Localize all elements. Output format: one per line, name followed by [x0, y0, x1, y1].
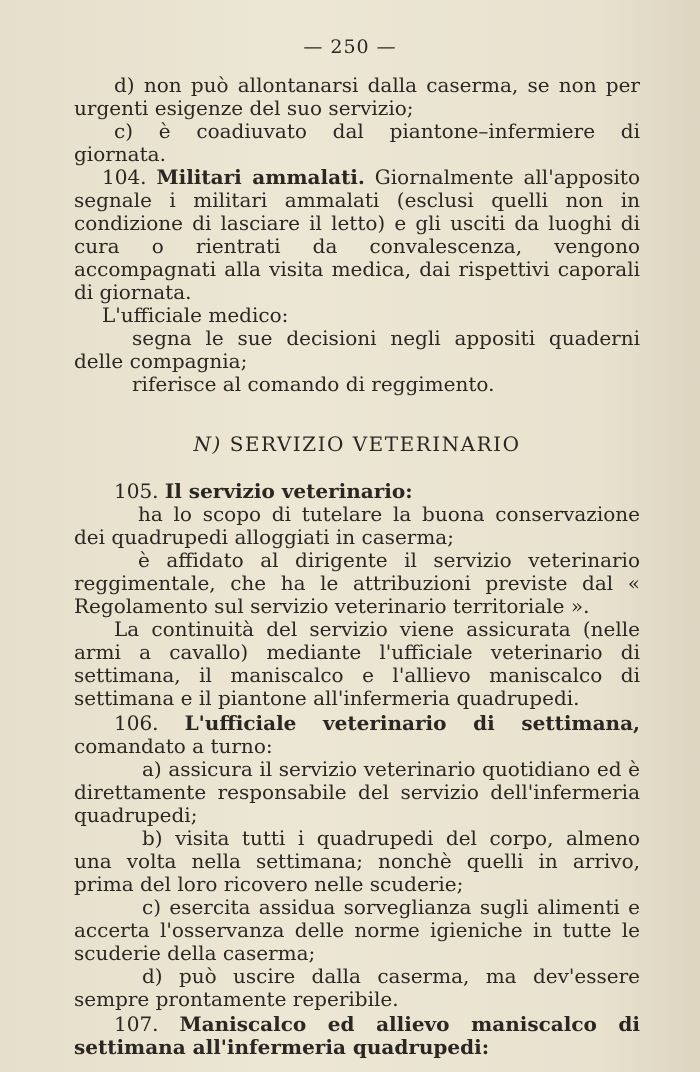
paragraph-104-title: Militari ammalati.	[156, 165, 365, 189]
paragraph-104-number: 104.	[102, 165, 147, 189]
section-title: SERVIZIO VETERINARIO	[229, 432, 521, 456]
paragraph-104-text: Giornalmente all'apposito segnale i militari ammalati (esclusi quelli non in condizione di lasciare il letto) e gli usciti da luoghi di cura o rientrati da convalescenza, vengono accompagnati alla visita medica, dai rispettivi caporali di giornata.	[74, 165, 640, 304]
page-body	[74, 74, 640, 1059]
paragraph-104-item-b: riferisce al comando di reggimento.	[132, 372, 495, 396]
paragraph-104-officer: L'ufficiale medico:	[102, 303, 289, 327]
section-letter: N)	[193, 432, 222, 456]
paragraph-106-item-c: c) esercita assidua sorveglianza sugli alimenti e accerta l'osservanza delle norme igieniche in tutte le scuderie della caserma;	[74, 895, 640, 965]
paragraph-106-item-a: a) assicura il servizio veterinario quotidiano ed è direttamente responsabile del servizio dell'infermeria quadrupedi;	[74, 757, 640, 827]
paragraph-107	[74, 1013, 640, 1059]
paragraph-106-item-d: d) può uscire dalla caserma, ma dev'essere sempre prontamente reperibile.	[74, 964, 640, 1011]
paragraph-106-text: comandato a turno:	[74, 734, 273, 758]
page-number: — 250 —	[303, 36, 397, 58]
paragraph-106-number: 106.	[114, 711, 159, 735]
paragraph-105-item-c: La continuità del servizio viene assicurata (nelle armi a cavallo) mediante l'ufficiale veterinario di settimana, il maniscalco e l'allievo maniscalco di settimana e il piantone all'infermeria quadrupedi.	[74, 617, 640, 710]
section-heading	[74, 433, 640, 456]
paragraph-106-title: L'ufficiale veterinario di settimana,	[184, 711, 641, 735]
paragraph-105-item-a: ha lo scopo di tutelare la buona conservazione dei quadrupedi alloggiati in caserma;	[74, 502, 640, 549]
paragraph-105-item-b: è affidato al dirigente il servizio veterinario reggimentale, che ha le attribuzioni previste dal « Regolamento sul servizio veterinario territoriale ».	[74, 548, 640, 618]
paragraph-106	[74, 712, 640, 758]
paragraph-106-item-b: b) visita tutti i quadrupedi del corpo, almeno una volta nella settimana; nonchè quelli in arrivo, prima del loro ricovero nelle scuderie;	[74, 826, 640, 896]
paragraph-104	[74, 166, 640, 304]
paragraph-105-title: Il servizio veterinario:	[164, 479, 413, 503]
paragraph-107-number: 107.	[114, 1012, 159, 1036]
item-d: d) non può allontanarsi dalla caserma, se non per urgenti esigenze del suo servizio;	[74, 73, 640, 120]
paragraph-107-title: Maniscalco ed allievo maniscalco di settimana all'infermeria quadrupedi:	[74, 1012, 640, 1059]
paragraph-105	[74, 480, 640, 503]
paragraph-105-number: 105.	[114, 479, 159, 503]
item-c: c) è coadiuvato dal piantone–infermiere di giornata.	[74, 119, 640, 166]
paragraph-104-item-a: segna le sue decisioni negli appositi quaderni delle compagnia;	[74, 326, 640, 373]
